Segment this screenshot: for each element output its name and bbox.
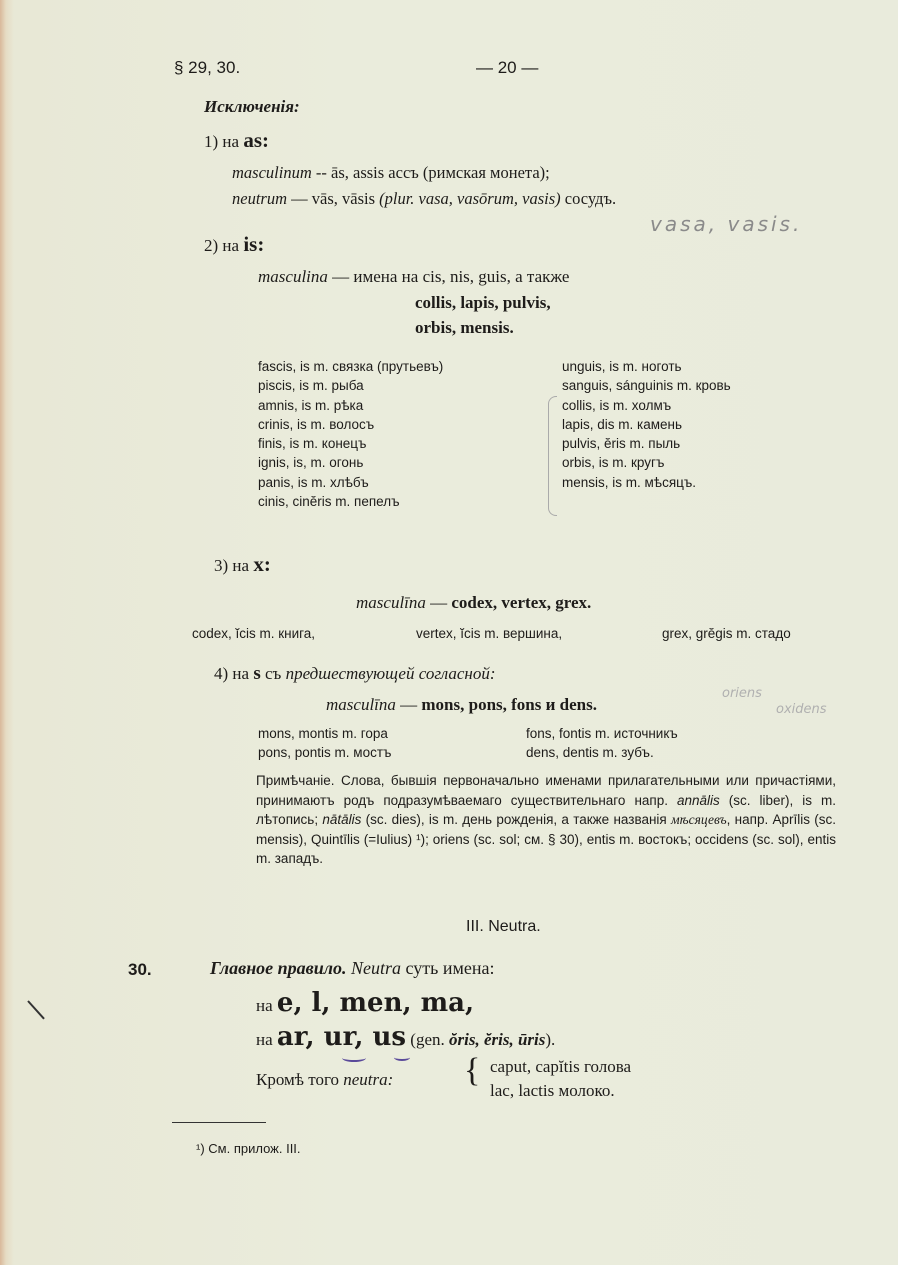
- note-text: (sc. liber), is m. лѣтопись;: [256, 792, 836, 828]
- rule-1-line-1: [232, 163, 550, 183]
- gender-label: masculīna: [326, 695, 396, 714]
- paragraph-number: 30.: [128, 960, 152, 979]
- list-item: amnis, is m. рѣка: [258, 397, 364, 413]
- note-word: annālis: [676, 792, 720, 808]
- list-item: mensis, is m. мѣсяцъ.: [562, 474, 697, 490]
- list-item: collis, is m. холмъ: [562, 397, 672, 413]
- note-label: Примѣчаніе.: [256, 773, 335, 788]
- list-item: fons, fontis m. источникъ: [526, 726, 678, 741]
- note-text: Слова, бывшія первоначально именами прилагательными или причастіями, принимаютъ родъ подразумѣваемаго существительнаго напр.: [256, 773, 836, 808]
- besides-label: [256, 1070, 393, 1090]
- brace-icon: {: [464, 1052, 481, 1089]
- ending: is:: [243, 232, 265, 256]
- endings: e, l, men, ma,: [276, 988, 475, 1018]
- note-word: мѣсяцевъ: [671, 812, 727, 828]
- definition: ās, assis accъ (римская монета);: [331, 163, 550, 182]
- rule-1-heading: [204, 128, 269, 153]
- dash: —: [327, 267, 354, 286]
- rule-label: 4) на: [214, 664, 250, 683]
- translation: сосудъ.: [560, 189, 617, 208]
- word: vās, vāsis: [311, 189, 380, 208]
- page-number: — 20 —: [476, 58, 539, 77]
- rule-2-right-column: [562, 357, 731, 492]
- list-item: fascis, is m. связка (прутьевъ): [258, 359, 444, 374]
- exceptions-heading: Исключенія:: [204, 97, 300, 116]
- besides-item-1: caput, capĭtis голова: [490, 1057, 632, 1076]
- margin-pencil-mark: [27, 1000, 45, 1019]
- rule-30-line-2: [256, 1022, 555, 1052]
- rule-4-heading: [214, 663, 496, 685]
- list-item: orbis, is m. кругъ: [562, 455, 665, 471]
- list-item: cinis, cinĕris m. пепелъ: [258, 494, 400, 510]
- rule-1-line-2: [232, 189, 616, 209]
- rule-label: 2) на: [204, 236, 240, 255]
- rule-3-example-2: vertex, ĭcis m. вершина,: [416, 626, 563, 641]
- rule-30-heading: [210, 958, 494, 979]
- gender-label: masculīna: [356, 593, 426, 612]
- list-item: dens, dentis m. зубъ.: [526, 745, 654, 761]
- endings: ar, ur, us: [276, 1022, 407, 1052]
- gender-label: masculina: [258, 267, 328, 286]
- list-item: mons, montis m. гора: [258, 726, 388, 741]
- footnote: ¹) См. прилож. III.: [196, 1141, 301, 1156]
- list-item: finis, is m. конецъ: [258, 436, 367, 452]
- list-item: unguis, is m. ноготь: [562, 359, 682, 374]
- note-paragraph: [256, 771, 836, 869]
- rule-3-example-1: codex, ĭcis m. книга,: [192, 626, 316, 641]
- handwritten-annotation: oriens: [722, 686, 762, 701]
- preposition: на: [256, 1030, 277, 1049]
- rule-label: 3) на: [214, 556, 250, 575]
- ending: s: [253, 663, 261, 684]
- words: mons, pons, fons и dens.: [421, 695, 597, 714]
- gender-label: neutrum: [232, 189, 287, 208]
- neutra-label: Neutra: [346, 958, 401, 978]
- genitive-label: (gen.: [406, 1030, 449, 1049]
- gender-label: masculinum: [232, 163, 312, 182]
- dash: —: [395, 695, 422, 714]
- ending: as:: [243, 128, 269, 152]
- note-word: nātālis: [322, 812, 362, 828]
- definition: имена на cis, nis, guis, а также: [353, 267, 570, 286]
- main-rule-label: Главное правило.: [210, 958, 347, 978]
- rule-4-right-examples: [526, 724, 678, 763]
- list-item: ignis, is, m. огонь: [258, 455, 364, 471]
- note-text: (sc. dies), is m. день рожденія, а также названія: [361, 812, 671, 828]
- preposition: на: [256, 996, 277, 1015]
- dash: —: [287, 189, 312, 208]
- plural-forms: (plur. vasa, vasōrum, vasis): [379, 189, 561, 208]
- besides-text: Кромѣ того: [256, 1070, 344, 1089]
- list-item: sanguis, sánguinis m. кровь: [562, 378, 731, 394]
- besides-item-2: lac, lactis молоко.: [490, 1081, 615, 1100]
- dash: —: [425, 593, 452, 612]
- rule-3-example-3: grex, grĕgis m. стадо: [662, 626, 791, 641]
- list-item: pulvis, ĕris m. пыль: [562, 436, 681, 452]
- neutra-label: neutra:: [343, 1070, 394, 1089]
- section-title: III. Neutra.: [466, 918, 541, 935]
- description: предшествующей согласной:: [285, 664, 496, 683]
- preposition: съ: [260, 664, 286, 683]
- words: codex, vertex, grex.: [451, 593, 592, 612]
- list-item: crinis, is m. волосъ: [258, 416, 375, 432]
- punctuation: ).: [545, 1030, 556, 1049]
- heading-text: суть имена:: [401, 958, 495, 978]
- ink-underline-mark: [342, 1054, 366, 1062]
- section-reference: § 29, 30.: [174, 58, 241, 77]
- rule-4-left-examples: [258, 724, 391, 763]
- list-item: panis, is m. хлѣбъ: [258, 474, 369, 490]
- rule-2-line-2: collis, lapis, pulvis,: [415, 293, 551, 312]
- rule-3-heading: [214, 552, 271, 577]
- rule-2-left-column: [258, 357, 443, 511]
- ink-underline-mark: [394, 1054, 410, 1061]
- genitive-endings: ŏris, ĕris, ūris: [449, 1030, 546, 1049]
- list-item: pons, pontis m. мостъ: [258, 745, 392, 761]
- list-item: lapis, dis m. камень: [562, 416, 683, 432]
- list-item: piscis, is m. рыба: [258, 378, 364, 394]
- pencil-bracket: [548, 396, 557, 516]
- rule-2-line-1: [258, 267, 569, 287]
- rule-2-heading: [204, 232, 264, 257]
- rule-3-line: [356, 593, 591, 613]
- rule-2-line-3: orbis, mensis.: [415, 318, 514, 337]
- rule-label: 1) на: [204, 132, 240, 151]
- footnote-divider: [172, 1122, 266, 1123]
- handwritten-annotation: vasa, vasis.: [650, 212, 803, 236]
- rule-4-line: [326, 695, 597, 715]
- handwritten-annotation: oxidens: [776, 702, 827, 717]
- note-text: , напр. Aprīlis (sc. mensis), Quintīlis (=Iulius) ¹); oriens (sc. sol; см. § 30), entis m. востокъ; occidens (sc. sol), entis m. западъ.: [256, 812, 836, 867]
- dash: --: [311, 163, 331, 182]
- ending: x:: [253, 552, 271, 576]
- rule-30-line-1: [256, 988, 474, 1018]
